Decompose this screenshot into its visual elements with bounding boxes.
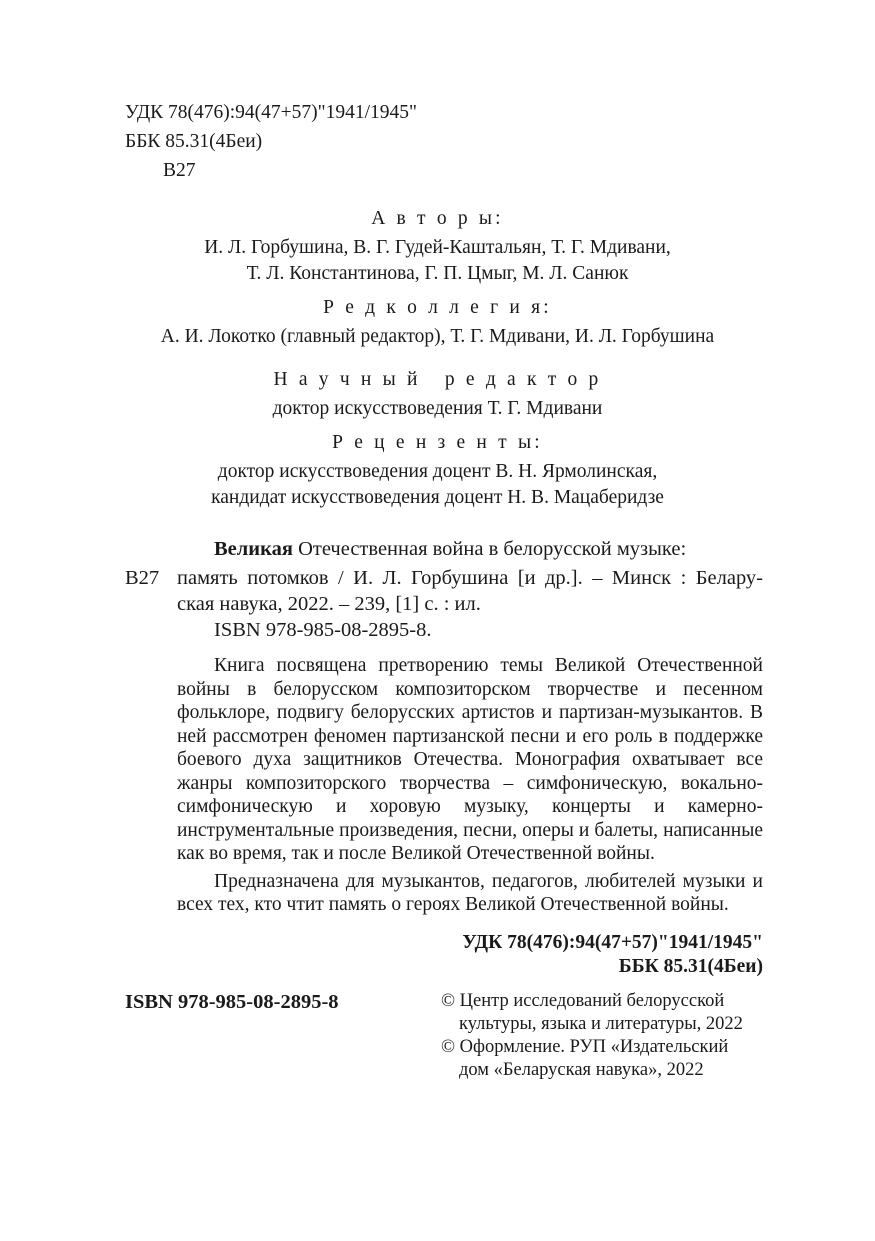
bib-record-title-rest: Отечественная война в белорусской музыке: xyxy=(292,538,687,560)
copyright-2-line-2: дом «Беларуская навука», 2022 xyxy=(459,1060,704,1080)
editorial-board-members: А. И. Локотко (главный редактор), Т. Г. Мдивани, И. Л. Горбушина xyxy=(160,326,715,347)
reviewers-line-1: доктор искусствоведения доцент В. Н. Ярмолинская, xyxy=(217,461,658,482)
scientific-editor-heading: Н а у ч н ы й р е д а к т о р xyxy=(273,369,602,390)
reviewers-line-2: кандидат искусствоведения доцент Н. В. Мацаберидзе xyxy=(211,487,664,508)
editorial-board-heading: Р е д к о л л е г и я: xyxy=(323,297,552,318)
bib-record-line-1 xyxy=(214,537,686,561)
footer-bbk: ББК 85.31(4Беи) xyxy=(618,956,763,977)
bib-record-line-2: память потомков / И. Л. Горбушина [и др.]. – Минск : Белару- xyxy=(177,567,763,589)
copyright-1-line-2: культуры, языка и литературы, 2022 xyxy=(459,1014,743,1034)
annotation xyxy=(177,654,763,917)
copyright-2-line-1: © Оформление. РУП «Издательский xyxy=(441,1037,729,1057)
annotation-paragraph-2: Предназначена для музыкантов, педагогов, любителей музыки и всех тех, кто чтит память о героях Великой Отечественной войны. xyxy=(177,870,763,915)
author-mark: В27 xyxy=(163,160,196,181)
authors-line-1: И. Л. Горбушина, В. Г. Гудей-Каштальян, Т. Г. Мдивани, xyxy=(204,237,671,258)
bib-record-title-bold: Великая xyxy=(214,538,293,560)
bib-record-isbn: ISBN 978-985-08-2895-8. xyxy=(214,619,432,641)
annotation-paragraph-1: Книга посвящена претворению темы Великой Отечественной войны в белорусском композиторском творчестве и песенном фольклоре, подвигу белорусских артистов и партизан-музыкантов. В ней рассмотрен феномен партизанской песни и его роль в поддержке боевого духа защитников Отечества. Монография охватывает все жанры композиторского творчества – симфоническую, вокально-симфоническую и хоровую музыку, концерты и камерно-инструментальные произведения, песни, оперы и балеты, написанные как во время, так и после Великой Отечественной войны. xyxy=(177,655,763,864)
copyright-1-line-1: © Центр исследований белорусской xyxy=(441,991,725,1011)
bib-record-line-3: ская навука, 2022. – 239, [1] с. : ил. xyxy=(177,593,481,615)
reviewers-heading: Р е ц е н з е н т ы: xyxy=(332,432,543,453)
footer-udk: УДК 78(476):94(47+57)"1941/1945" xyxy=(462,932,763,953)
scientific-editor-name: доктор искусствоведения Т. Г. Мдивани xyxy=(272,398,603,419)
authors-line-2: Т. Л. Константинова, Г. П. Цмыг, М. Л. Санюк xyxy=(246,263,629,284)
footer-isbn: ISBN 978-985-08-2895-8 xyxy=(125,991,339,1013)
bbk-code: ББК 85.31(4Беи) xyxy=(125,131,263,152)
authors-heading: А в т о р ы: xyxy=(371,208,504,229)
bib-record-code: В27 xyxy=(125,567,160,589)
udk-code: УДК 78(476):94(47+57)"1941/1945" xyxy=(125,102,417,123)
